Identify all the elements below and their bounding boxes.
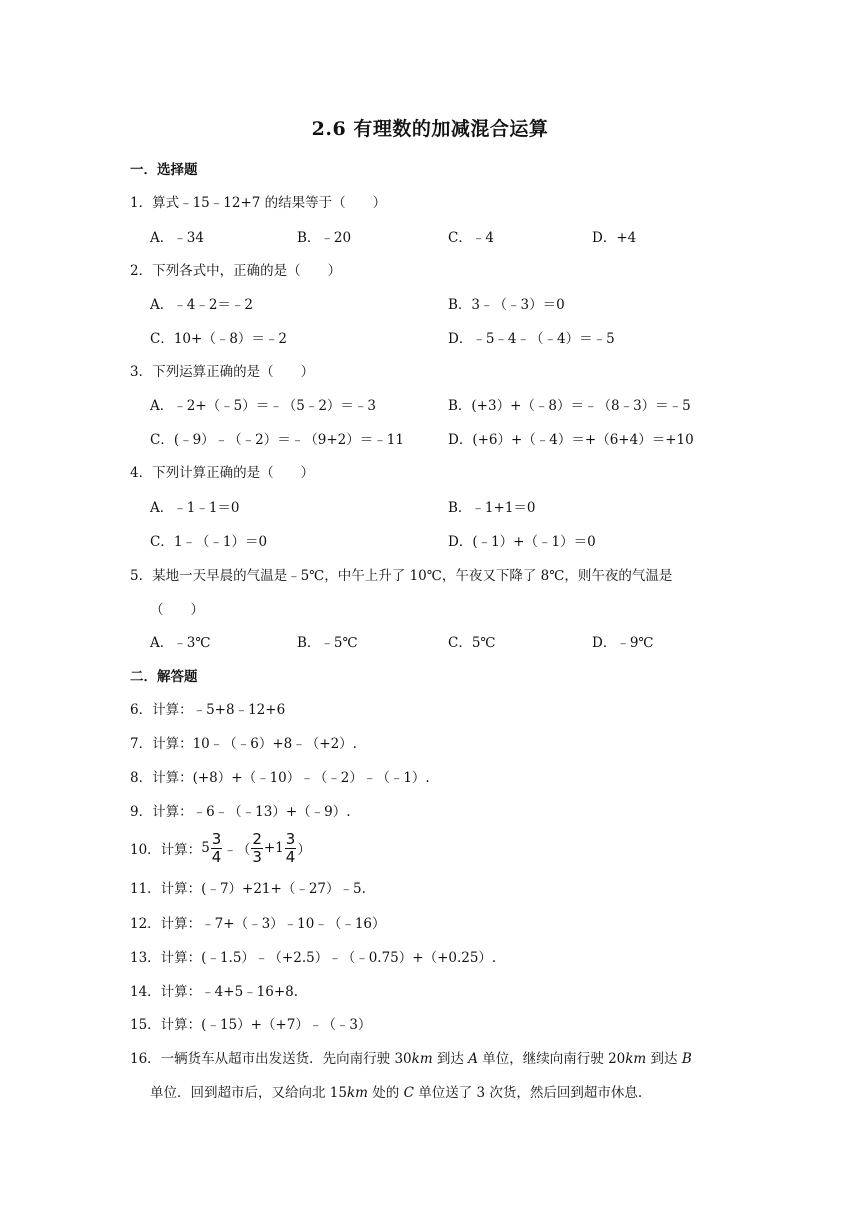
fraction-denominator: 4	[285, 847, 296, 866]
question-6: 6．计算：﹣5+8﹣12+6	[130, 702, 286, 718]
question-7: 7．计算：10﹣（﹣6）+8﹣（+2）.	[130, 736, 357, 752]
q16-text: 16．一辆货车从超市出发送货．先向南行驶 30	[130, 1051, 412, 1067]
question-5-option-a: A．﹣3℃	[150, 635, 211, 651]
question-4-option-a: A．﹣1﹣1＝0	[150, 500, 240, 516]
question-1-option-a: A．﹣34	[150, 230, 204, 246]
point-b: B	[681, 1051, 692, 1067]
question-5-option-d: D．﹣9℃	[592, 635, 654, 651]
question-4-option-b: B．﹣1+1＝0	[448, 500, 536, 516]
question-5-stem-cont: （ ）	[150, 602, 204, 618]
fraction-denominator: 4	[211, 847, 222, 866]
question-4-option-d: D．(﹣1）+（﹣1）＝0	[448, 534, 596, 550]
question-11: 11．计算：(﹣7）+21+（﹣27）﹣5.	[130, 881, 366, 897]
unit-km: km	[625, 1051, 647, 1067]
question-1-option-c: C．﹣4	[448, 230, 494, 246]
q16-text: 到达	[646, 1051, 682, 1067]
question-2-option-c: C．10+（﹣8）＝﹣2	[150, 331, 287, 347]
question-1-stem: 1．算式﹣15﹣12+7 的结果等于（ ）	[130, 195, 387, 211]
question-3-option-b: B．(+3）+（﹣8）＝﹣（8﹣3）＝﹣5	[448, 398, 691, 414]
unit-km: km	[346, 1085, 368, 1101]
question-16-line-1	[130, 1047, 692, 1067]
question-10-close: ）	[297, 842, 311, 858]
q16-text: 处的	[367, 1085, 404, 1101]
q16-text: 单位送了 3 次货，然后回到超市休息.	[413, 1085, 643, 1101]
question-1-option-d: D．+4	[592, 230, 637, 246]
question-14: 14．计算：﹣4+5﹣16+8.	[130, 984, 299, 1000]
question-10-integer: 5	[201, 840, 210, 856]
question-3-option-c: C．(﹣9）﹣（﹣2）＝﹣（9+2）＝﹣11	[150, 432, 404, 448]
section-heading-choice: 一．选择题	[130, 162, 198, 178]
fraction-numerator: 3	[285, 829, 296, 848]
fraction-denominator: 3	[252, 847, 262, 866]
question-3-option-a: A．﹣2+（﹣5）＝﹣（5﹣2）＝﹣3	[150, 398, 377, 414]
question-15: 15．计算：(﹣15）+（+7）﹣（﹣3）	[130, 1017, 372, 1033]
question-10-minus-open: ﹣（	[223, 842, 251, 858]
question-9: 9．计算：﹣6﹣（﹣13）+（﹣9）.	[130, 804, 351, 820]
question-3-stem: 3．下列运算正确的是（ ）	[130, 364, 315, 380]
question-12: 12．计算：﹣7+（﹣3）﹣10﹣（﹣16）	[130, 916, 386, 932]
question-1-option-b: B．﹣20	[297, 230, 352, 246]
question-13: 13．计算：(﹣1.5）﹣（+2.5）﹣（﹣0.75）+（+0.25）.	[130, 950, 497, 966]
q16-text: 单位，继续向南行驶 20	[477, 1051, 626, 1067]
q16-text: 到达	[432, 1051, 469, 1067]
question-16-line-2	[150, 1081, 642, 1101]
unit-km: km	[411, 1051, 433, 1067]
question-2-option-b: B．3﹣（﹣3）＝0	[448, 297, 565, 313]
question-10-prefix: 10．计算：	[130, 842, 202, 858]
question-8: 8．计算：(+8）+（﹣10）﹣（﹣2）﹣（﹣1）.	[130, 770, 430, 786]
point-c: C	[403, 1085, 414, 1101]
section-heading-answer: 二．解答题	[130, 669, 198, 685]
fraction-numerator: 3	[211, 829, 222, 848]
fraction-numerator: 2	[252, 829, 262, 848]
fraction-three-quarters-2	[285, 829, 297, 866]
fraction-two-thirds	[251, 829, 263, 866]
question-4-option-c: C．1﹣（﹣1）＝0	[150, 534, 268, 550]
q16-text: 单位．回到超市后，又给向北 15	[150, 1085, 347, 1101]
question-10-plus: +1	[263, 840, 284, 856]
question-10	[130, 828, 311, 868]
point-a: A	[468, 1051, 478, 1067]
fraction-three-quarters	[211, 829, 223, 866]
question-5-option-b: B．﹣5℃	[297, 635, 358, 651]
question-5-option-c: C．5℃	[448, 635, 496, 651]
question-2-option-a: A．﹣4﹣2＝﹣2	[150, 297, 254, 313]
question-3-option-d: D．(+6）+（﹣4）＝+（6+4）＝+10	[448, 432, 694, 448]
question-2-stem: 2．下列各式中，正确的是（ ）	[130, 263, 342, 279]
question-5-stem: 5．某地一天早晨的气温是﹣5℃，中午上升了 10℃，午夜又下降了 8℃，则午夜的气温是	[130, 568, 673, 584]
question-4-stem: 4．下列计算正确的是（ ）	[130, 465, 315, 481]
page-title: 2.6 有理数的加减混合运算	[311, 118, 549, 140]
question-2-option-d: D．﹣5﹣4﹣（﹣4）＝﹣5	[448, 331, 615, 347]
